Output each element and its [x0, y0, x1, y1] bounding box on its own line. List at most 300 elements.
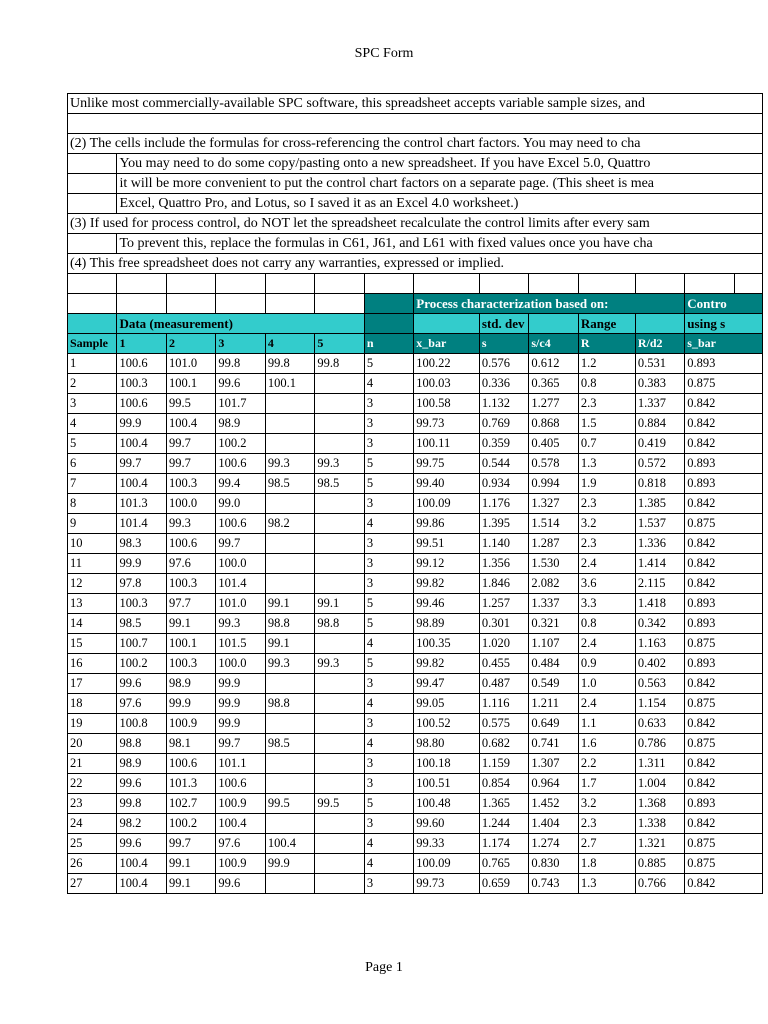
table-cell: 1.176	[479, 494, 528, 514]
table-cell: 0.563	[635, 674, 684, 694]
table-cell: 26	[68, 854, 117, 874]
table-cell: 1.514	[529, 514, 578, 534]
table-cell: 100.3	[117, 374, 166, 394]
table-cell: 99.7	[166, 454, 215, 474]
table-cell: 1.368	[635, 794, 684, 814]
table-cell: 0.875	[685, 734, 763, 754]
table-cell: 100.03	[414, 374, 480, 394]
table-cell: 1	[68, 354, 117, 374]
table-cell: 13	[68, 594, 117, 614]
table-cell	[265, 554, 314, 574]
table-cell: 2	[68, 374, 117, 394]
table-cell: 98.2	[265, 514, 314, 534]
table-cell: 0.321	[529, 614, 578, 634]
table-cell	[265, 414, 314, 434]
table-cell: 0.875	[685, 514, 763, 534]
table-cell: 99.5	[265, 794, 314, 814]
table-cell: 3	[364, 814, 413, 834]
table-cell: 99.0	[216, 494, 265, 514]
table-cell: 100.3	[166, 474, 215, 494]
table-cell: 99.33	[414, 834, 480, 854]
table-cell: 4	[364, 734, 413, 754]
table-cell: 1.338	[635, 814, 684, 834]
table-cell: 100.8	[117, 714, 166, 734]
table-cell: 0.842	[685, 414, 763, 434]
table-cell: 99.5	[166, 394, 215, 414]
table-cell: 2.2	[578, 754, 635, 774]
column-header: R	[578, 334, 635, 354]
table-row	[68, 594, 763, 614]
table-cell: 0.549	[529, 674, 578, 694]
table-cell: 100.4	[265, 834, 314, 854]
table-cell: 98.8	[315, 614, 364, 634]
table-cell: 0.842	[685, 714, 763, 734]
table-cell: 1.132	[479, 394, 528, 414]
table-row	[68, 634, 763, 654]
table-cell: 99.5	[315, 794, 364, 814]
table-cell: 0.576	[479, 354, 528, 374]
table-cell: 18	[68, 694, 117, 714]
table-cell: 0.875	[685, 854, 763, 874]
table-cell: 99.75	[414, 454, 480, 474]
table-cell: 1.163	[635, 634, 684, 654]
column-header: 4	[265, 334, 314, 354]
table-cell: 1.307	[529, 754, 578, 774]
table-cell: 99.4	[216, 474, 265, 494]
table-cell: 0.649	[529, 714, 578, 734]
table-row	[68, 454, 763, 474]
table-cell	[265, 574, 314, 594]
column-header: s_bar	[685, 334, 763, 354]
table-cell: 97.6	[166, 554, 215, 574]
table-cell: 99.8	[265, 354, 314, 374]
table-row	[68, 574, 763, 594]
table-cell: 100.48	[414, 794, 480, 814]
table-cell: 1.004	[635, 774, 684, 794]
table-cell: 2.7	[578, 834, 635, 854]
table-cell: 99.51	[414, 534, 480, 554]
table-cell: 0.875	[685, 694, 763, 714]
table-cell: 98.5	[265, 474, 314, 494]
table-cell: 2.3	[578, 494, 635, 514]
table-cell: 3.2	[578, 514, 635, 534]
table-cell: 101.7	[216, 394, 265, 414]
table-cell: 3	[364, 714, 413, 734]
table-cell: 1.8	[578, 854, 635, 874]
table-cell: 99.7	[216, 734, 265, 754]
table-cell: 0.402	[635, 654, 684, 674]
table-cell: 1.3	[578, 874, 635, 894]
table-cell	[315, 714, 364, 734]
table-cell: 1.287	[529, 534, 578, 554]
table-cell: 0.531	[635, 354, 684, 374]
table-cell: 0.854	[479, 774, 528, 794]
table-row	[68, 554, 763, 574]
table-row	[68, 834, 763, 854]
note-text	[68, 114, 763, 134]
table-cell: 98.5	[117, 614, 166, 634]
table-cell: 1.7	[578, 774, 635, 794]
table-cell: 1.336	[635, 534, 684, 554]
range-label: Range	[578, 314, 635, 334]
table-cell: 0.301	[479, 614, 528, 634]
table-cell: 99.9	[216, 674, 265, 694]
table-cell: 0.8	[578, 614, 635, 634]
note-row	[68, 234, 763, 254]
table-cell: 0.336	[479, 374, 528, 394]
table-row	[68, 674, 763, 694]
table-cell: 99.73	[414, 874, 480, 894]
table-cell: 99.8	[216, 354, 265, 374]
table-cell: 0.544	[479, 454, 528, 474]
table-cell: 1.140	[479, 534, 528, 554]
table-cell: 99.9	[166, 694, 215, 714]
table-cell: 2.3	[578, 534, 635, 554]
table-cell: 98.5	[265, 734, 314, 754]
table-cell: 98.9	[166, 674, 215, 694]
table-cell: 1.337	[635, 394, 684, 414]
table-cell: 98.3	[117, 534, 166, 554]
table-cell: 0.786	[635, 734, 684, 754]
table-cell: 21	[68, 754, 117, 774]
table-row	[68, 814, 763, 834]
table-cell	[315, 854, 364, 874]
table-row	[68, 694, 763, 714]
table-cell: 0.842	[685, 494, 763, 514]
table-cell	[315, 754, 364, 774]
table-cell: 100.6	[216, 774, 265, 794]
table-cell: 1.020	[479, 634, 528, 654]
note-text: (2) The cells include the formulas for cross-referencing the control chart factors. You may need to cha	[68, 134, 763, 154]
table-cell: 100.6	[216, 514, 265, 534]
table-cell: 22	[68, 774, 117, 794]
table-cell: 99.6	[117, 674, 166, 694]
table-cell: 100.2	[117, 654, 166, 674]
table-cell: 3	[364, 394, 413, 414]
table-cell: 100.0	[216, 554, 265, 574]
table-cell: 100.2	[166, 814, 215, 834]
table-cell: 0.842	[685, 814, 763, 834]
table-cell: 100.6	[166, 534, 215, 554]
table-cell: 0.893	[685, 654, 763, 674]
table-cell: 14	[68, 614, 117, 634]
table-cell: 99.7	[117, 454, 166, 474]
table-cell: 100.0	[216, 654, 265, 674]
table-cell: 100.4	[117, 434, 166, 454]
table-cell: 1.404	[529, 814, 578, 834]
using-s-label: using s	[685, 314, 763, 334]
table-cell: 0.842	[685, 554, 763, 574]
table-cell: 100.09	[414, 494, 480, 514]
table-cell: 99.82	[414, 574, 480, 594]
table-cell: 20	[68, 734, 117, 754]
table-cell: 1.6	[578, 734, 635, 754]
table-cell: 0.359	[479, 434, 528, 454]
table-cell: 0.769	[479, 414, 528, 434]
table-cell	[315, 554, 364, 574]
table-cell: 15	[68, 634, 117, 654]
table-cell: 0.875	[685, 834, 763, 854]
note-text: To prevent this, replace the formulas in C61, J61, and L61 with fixed values once you have cha	[117, 234, 763, 254]
table-cell: 99.46	[414, 594, 480, 614]
table-cell: 23	[68, 794, 117, 814]
note-text: (3) If used for process control, do NOT let the spreadsheet recalculate the control limits after every sam	[68, 214, 763, 234]
table-cell: 99.7	[166, 834, 215, 854]
table-cell: 100.4	[216, 814, 265, 834]
table-cell: 1.5	[578, 414, 635, 434]
table-cell: 1.277	[529, 394, 578, 414]
table-cell: 101.1	[216, 754, 265, 774]
table-cell: 99.8	[117, 794, 166, 814]
table-cell: 9	[68, 514, 117, 534]
table-cell: 99.9	[117, 414, 166, 434]
table-cell: 0.994	[529, 474, 578, 494]
table-cell: 99.6	[216, 874, 265, 894]
table-cell: 99.1	[166, 874, 215, 894]
table-cell: 98.8	[117, 734, 166, 754]
table-cell: 99.6	[117, 774, 166, 794]
table-cell: 99.3	[315, 454, 364, 474]
column-headers	[68, 334, 763, 354]
table-row	[68, 854, 763, 874]
note-row	[68, 94, 763, 114]
table-cell: 0.659	[479, 874, 528, 894]
column-header: 2	[166, 334, 215, 354]
column-header: s/c4	[529, 334, 578, 354]
table-cell: 100.1	[166, 374, 215, 394]
table-cell: 4	[364, 374, 413, 394]
process-characterization-title: Process characterization based on:	[414, 294, 685, 314]
table-cell: 99.1	[265, 594, 314, 614]
table-cell	[315, 694, 364, 714]
table-cell: 0.893	[685, 474, 763, 494]
table-cell: 0.842	[685, 574, 763, 594]
spc-table	[67, 93, 763, 894]
table-cell: 1.321	[635, 834, 684, 854]
table-cell: 1.414	[635, 554, 684, 574]
table-cell: 0.487	[479, 674, 528, 694]
table-cell: 0.885	[635, 854, 684, 874]
table-cell	[315, 574, 364, 594]
table-cell: 99.9	[265, 854, 314, 874]
table-cell: 0.875	[685, 374, 763, 394]
note-text: (4) This free spreadsheet does not carry any warranties, expressed or implied.	[68, 254, 763, 274]
table-cell: 3.2	[578, 794, 635, 814]
table-cell: 25	[68, 834, 117, 854]
table-cell: 5	[364, 794, 413, 814]
table-row	[68, 614, 763, 634]
table-cell: 4	[364, 694, 413, 714]
table-cell: 100.6	[216, 454, 265, 474]
table-cell: 27	[68, 874, 117, 894]
table-cell: 98.5	[315, 474, 364, 494]
table-cell	[315, 494, 364, 514]
table-cell: 99.47	[414, 674, 480, 694]
table-cell: 0.405	[529, 434, 578, 454]
table-cell: 100.4	[166, 414, 215, 434]
table-cell: 17	[68, 674, 117, 694]
table-cell: 100.4	[117, 474, 166, 494]
table-cell: 5	[364, 654, 413, 674]
column-header: Sample	[68, 334, 117, 354]
table-cell: 6	[68, 454, 117, 474]
table-cell: 16	[68, 654, 117, 674]
table-cell	[315, 634, 364, 654]
table-cell: 101.4	[216, 574, 265, 594]
table-cell: 0.842	[685, 394, 763, 414]
table-cell: 99.1	[166, 614, 215, 634]
table-cell	[315, 874, 364, 894]
table-cell: 0.934	[479, 474, 528, 494]
table-cell: 101.0	[216, 594, 265, 614]
table-cell: 0.893	[685, 454, 763, 474]
table-cell: 99.3	[315, 654, 364, 674]
table-cell: 99.6	[216, 374, 265, 394]
table-cell	[315, 674, 364, 694]
table-cell: 100.6	[117, 354, 166, 374]
table-cell	[315, 434, 364, 454]
table-cell: 1.1	[578, 714, 635, 734]
table-cell: 19	[68, 714, 117, 734]
table-cell: 2.4	[578, 554, 635, 574]
table-row	[68, 534, 763, 554]
table-cell: 0.383	[635, 374, 684, 394]
table-cell: 1.0	[578, 674, 635, 694]
table-cell: 99.3	[166, 514, 215, 534]
data-measurement-title: Data (measurement)	[117, 314, 364, 334]
table-cell: 99.3	[265, 654, 314, 674]
table-cell: 0.342	[635, 614, 684, 634]
std-dev-label: std. dev	[479, 314, 528, 334]
table-cell: 98.9	[117, 754, 166, 774]
table-cell: 1.154	[635, 694, 684, 714]
table-cell: 0.893	[685, 794, 763, 814]
table-cell	[265, 434, 314, 454]
table-cell: 4	[364, 514, 413, 534]
table-row	[68, 354, 763, 374]
table-cell	[265, 874, 314, 894]
table-cell: 97.7	[166, 594, 215, 614]
table-cell: 98.9	[216, 414, 265, 434]
table-cell: 2.4	[578, 694, 635, 714]
table-cell	[315, 734, 364, 754]
table-cell	[265, 534, 314, 554]
table-cell: 8	[68, 494, 117, 514]
note-row	[68, 214, 763, 234]
table-cell: 5	[364, 474, 413, 494]
table-cell: 100.6	[166, 754, 215, 774]
table-cell: 0.964	[529, 774, 578, 794]
table-cell	[315, 394, 364, 414]
table-cell	[315, 534, 364, 554]
table-cell: 0.842	[685, 534, 763, 554]
table-cell: 12	[68, 574, 117, 594]
table-cell: 0.765	[479, 854, 528, 874]
table-cell: 5	[364, 354, 413, 374]
table-row	[68, 794, 763, 814]
table-cell: 0.893	[685, 354, 763, 374]
table-cell: 100.2	[216, 434, 265, 454]
table-cell: 100.35	[414, 634, 480, 654]
table-cell: 1.311	[635, 754, 684, 774]
table-cell: 99.1	[315, 594, 364, 614]
table-cell: 0.884	[635, 414, 684, 434]
table-cell: 99.05	[414, 694, 480, 714]
table-cell: 99.1	[166, 854, 215, 874]
table-cell: 99.40	[414, 474, 480, 494]
table-cell: 2.082	[529, 574, 578, 594]
table-cell: 0.842	[685, 754, 763, 774]
table-cell: 4	[364, 834, 413, 854]
table-cell: 0.893	[685, 614, 763, 634]
table-cell: 99.12	[414, 554, 480, 574]
table-cell: 3	[364, 534, 413, 554]
table-cell: 3	[364, 554, 413, 574]
table-row	[68, 714, 763, 734]
note-text: Excel, Quattro Pro, and Lotus, so I saved it as an Excel 4.0 worksheet.)	[117, 194, 763, 214]
table-cell: 1.418	[635, 594, 684, 614]
table-cell: 4	[68, 414, 117, 434]
table-cell: 2.3	[578, 814, 635, 834]
table-cell: 3.6	[578, 574, 635, 594]
blank-rows	[68, 274, 763, 354]
table-cell: 1.385	[635, 494, 684, 514]
table-cell	[265, 674, 314, 694]
note-row	[68, 254, 763, 274]
table-cell: 1.174	[479, 834, 528, 854]
table-cell: 100.4	[117, 874, 166, 894]
table-cell	[315, 514, 364, 534]
table-cell: 100.1	[166, 634, 215, 654]
table-cell: 1.116	[479, 694, 528, 714]
table-cell: 99.6	[117, 834, 166, 854]
table-cell: 97.6	[216, 834, 265, 854]
table-cell: 99.86	[414, 514, 480, 534]
table-row	[68, 394, 763, 414]
table-row	[68, 734, 763, 754]
table-cell: 3.3	[578, 594, 635, 614]
table-cell: 1.107	[529, 634, 578, 654]
table-cell: 3	[364, 674, 413, 694]
column-header: R/d2	[635, 334, 684, 354]
note-text: it will be more convenient to put the control chart factors on a separate page. (This sheet is mea	[117, 174, 763, 194]
table-cell: 99.60	[414, 814, 480, 834]
table-cell: 1.846	[479, 574, 528, 594]
table-cell: 0.8	[578, 374, 635, 394]
table-cell	[265, 714, 314, 734]
table-cell: 100.0	[166, 494, 215, 514]
table-cell: 1.9	[578, 474, 635, 494]
table-cell: 0.842	[685, 434, 763, 454]
table-cell: 3	[364, 754, 413, 774]
table-cell: 3	[364, 494, 413, 514]
table-cell: 4	[364, 854, 413, 874]
table-cell: 1.244	[479, 814, 528, 834]
notes-section	[68, 94, 763, 274]
column-header: n	[364, 334, 413, 354]
table-cell: 0.419	[635, 434, 684, 454]
table-cell: 5	[364, 614, 413, 634]
table-cell: 0.455	[479, 654, 528, 674]
table-row	[68, 774, 763, 794]
table-cell: 10	[68, 534, 117, 554]
page-title: SPC Form	[354, 46, 414, 61]
column-header: 3	[216, 334, 265, 354]
table-cell: 4	[364, 634, 413, 654]
table-cell	[315, 374, 364, 394]
table-row	[68, 494, 763, 514]
table-cell: 1.537	[635, 514, 684, 534]
